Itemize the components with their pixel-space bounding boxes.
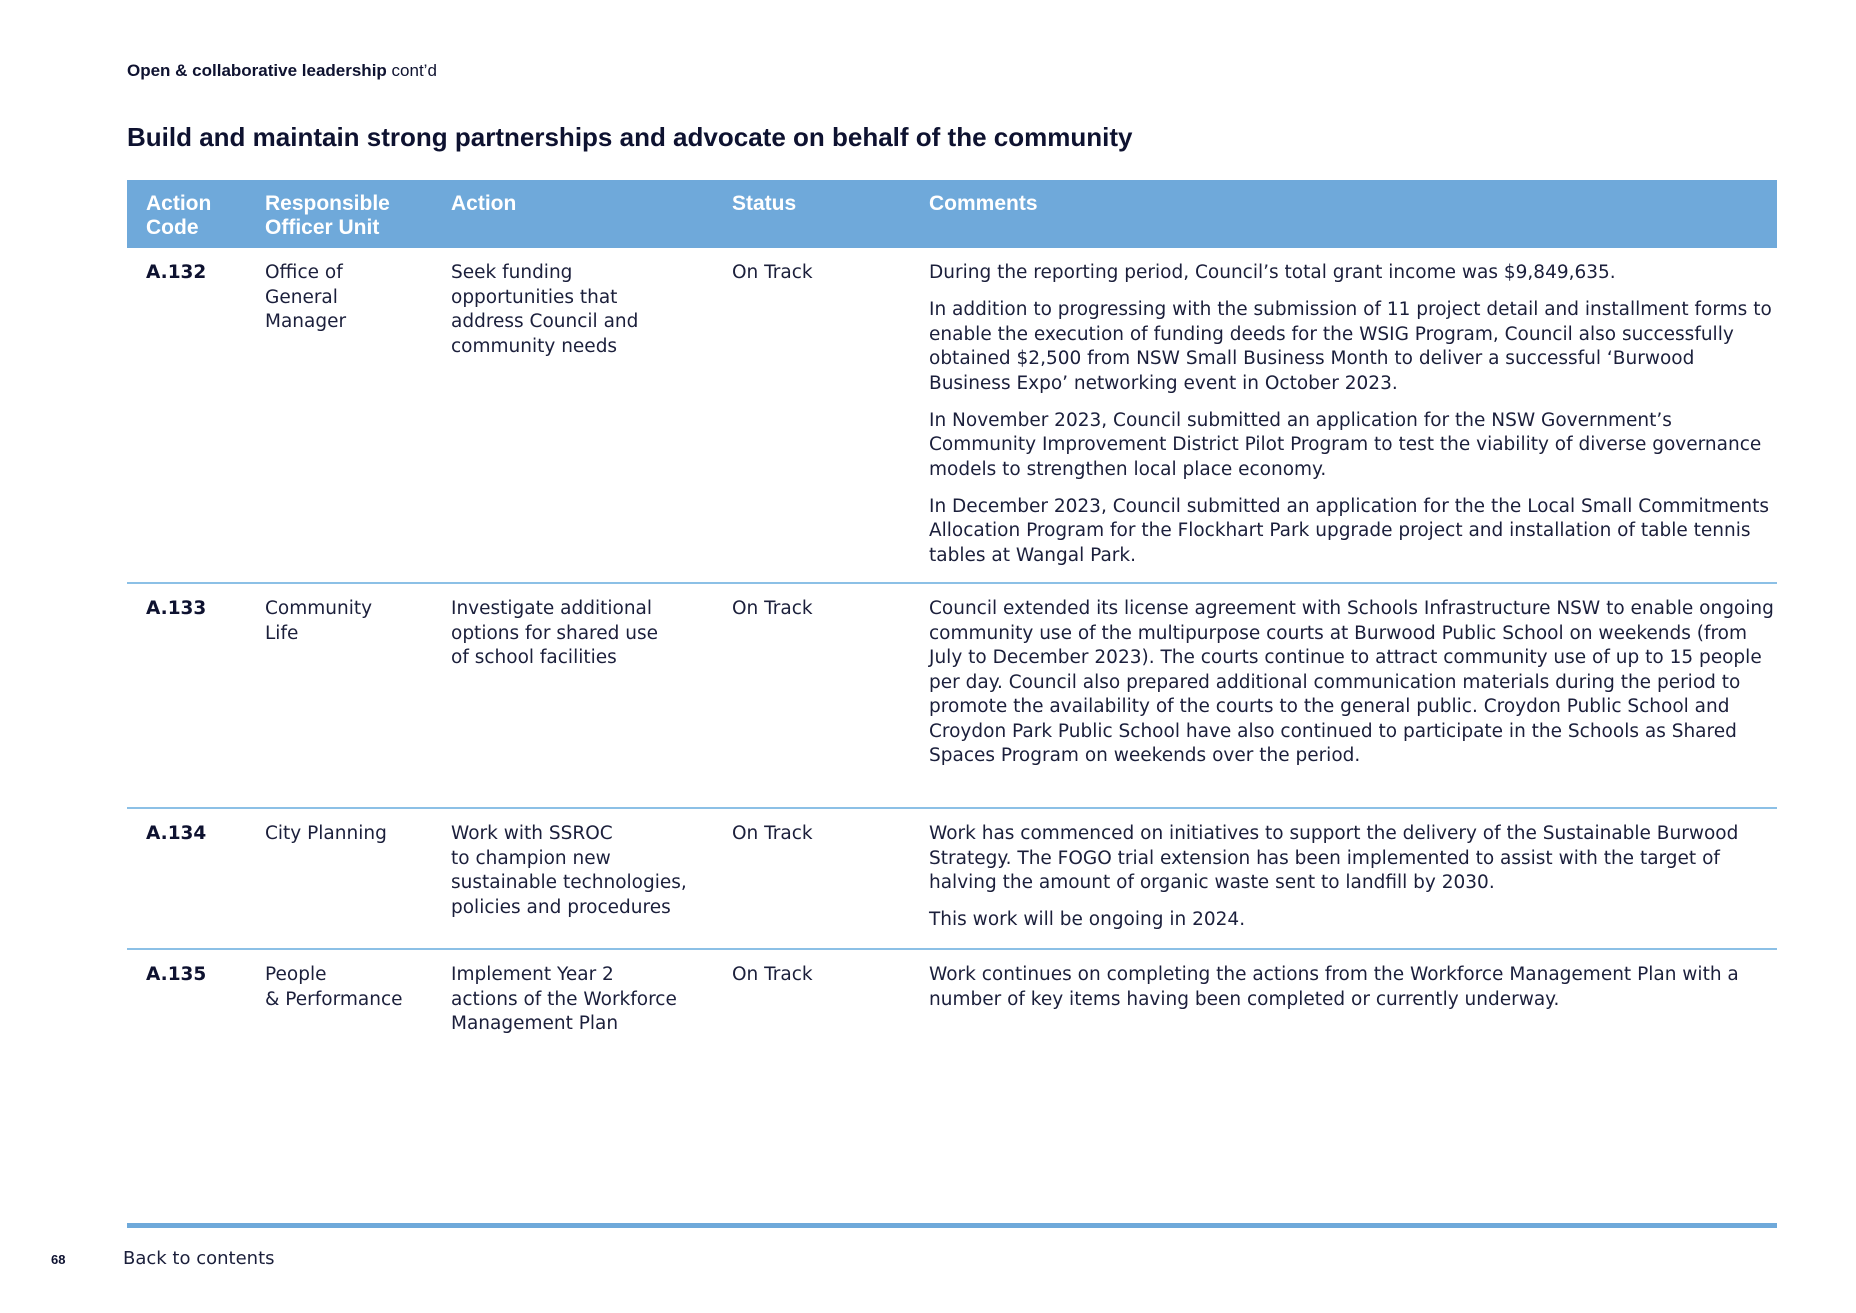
comment-paragraph: In December 2023, Council submitted an application for the the Local Small Commitments Allocation Program for the Flockhart Park upgrade project and installation of table tennis tables at Wangal Park. [929, 495, 1769, 566]
action-description: Work with SSROC to champion new sustainable technologies, policies and procedures [451, 823, 687, 918]
comment-paragraph: Council extended its license agreement with Schools Infrastructure NSW to enable ongoing community use of the multipurpose courts at Burwood Public School on weekends (from July to December 2023). The courts continue to attract community use of up to 15 people per day. Council also prepared additional communication materials during the period to promote the availability of the courts to the general public. Croydon Public School and Croydon Park Public School have also continued to participate in the Schools as Shared Spaces Program on weekends over the period. [929, 598, 1774, 766]
action-code: A.135 [146, 964, 207, 985]
action-code: A.133 [146, 598, 207, 619]
table-row [127, 950, 1777, 1050]
section-continued: cont’d [391, 61, 437, 80]
page-title: Build and maintain strong partnerships and advocate on behalf of the community [127, 122, 1133, 152]
responsible-unit: City Planning [265, 823, 387, 844]
responsible-unit: People & Performance [265, 964, 403, 1010]
comments [929, 963, 1779, 1012]
comment-paragraph: Work continues on completing the actions from the Workforce Management Plan with a number of key items having been completed or currently underway. [929, 964, 1739, 1010]
table-row [127, 584, 1777, 809]
action-code: A.134 [146, 823, 207, 844]
action-code: A.132 [146, 262, 207, 283]
comment-paragraph: In November 2023, Council submitted an application for the NSW Government’s Community Improvement District Pilot Program to test the viability of diverse governance models to strengthen local place economy. [929, 409, 1762, 480]
responsible-unit: Office of General Manager [265, 262, 347, 332]
col-header-action-code: Action Code [146, 192, 212, 239]
table-row [127, 248, 1777, 584]
col-header-responsible-unit: Responsible Officer Unit [265, 192, 390, 239]
actions-table [127, 180, 1777, 1050]
section-name: Open & collaborative leadership [127, 61, 387, 80]
col-header-action: Action [451, 192, 517, 215]
status: On Track [732, 598, 813, 619]
comment-paragraph: Work has commenced on initiatives to support the delivery of the Sustainable Burwood Strategy. The FOGO trial extension has been implemented to assist with the target of halving the amount of organic waste sent to landfill by 2030. [929, 823, 1739, 893]
responsible-unit: Community Life [265, 598, 373, 644]
table-row [127, 809, 1777, 950]
status: On Track [732, 823, 813, 844]
col-header-comments: Comments [929, 192, 1038, 215]
col-header-status: Status [732, 192, 797, 215]
page-number: 68 [51, 1252, 66, 1267]
status: On Track [732, 262, 813, 283]
comments [929, 597, 1779, 769]
comment-paragraph: In addition to progressing with the submission of 11 project detail and installment forms to enable the execution of funding deeds for the WSIG Program, Council also successfully obtained $2,500 from NSW Small Business Month to deliver a successful ‘Burwood Business Expo’ networking event in October 2023. [929, 299, 1772, 394]
status: On Track [732, 964, 813, 985]
action-description: Seek funding opportunities that address Council and community needs [451, 262, 639, 357]
footer-divider [127, 1223, 1777, 1228]
table-header [127, 180, 1777, 248]
action-description: Investigate additional options for shared use of school facilities [451, 598, 658, 668]
running-head [127, 61, 437, 81]
comments [929, 261, 1779, 568]
comment-paragraph: This work will be ongoing in 2024. [929, 909, 1246, 930]
comment-paragraph: During the reporting period, Council’s total grant income was $9,849,635. [929, 262, 1616, 283]
action-description: Implement Year 2 actions of the Workforce Management Plan [451, 964, 677, 1034]
back-to-contents-link[interactable]: Back to contents [123, 1248, 275, 1269]
comments [929, 822, 1779, 933]
